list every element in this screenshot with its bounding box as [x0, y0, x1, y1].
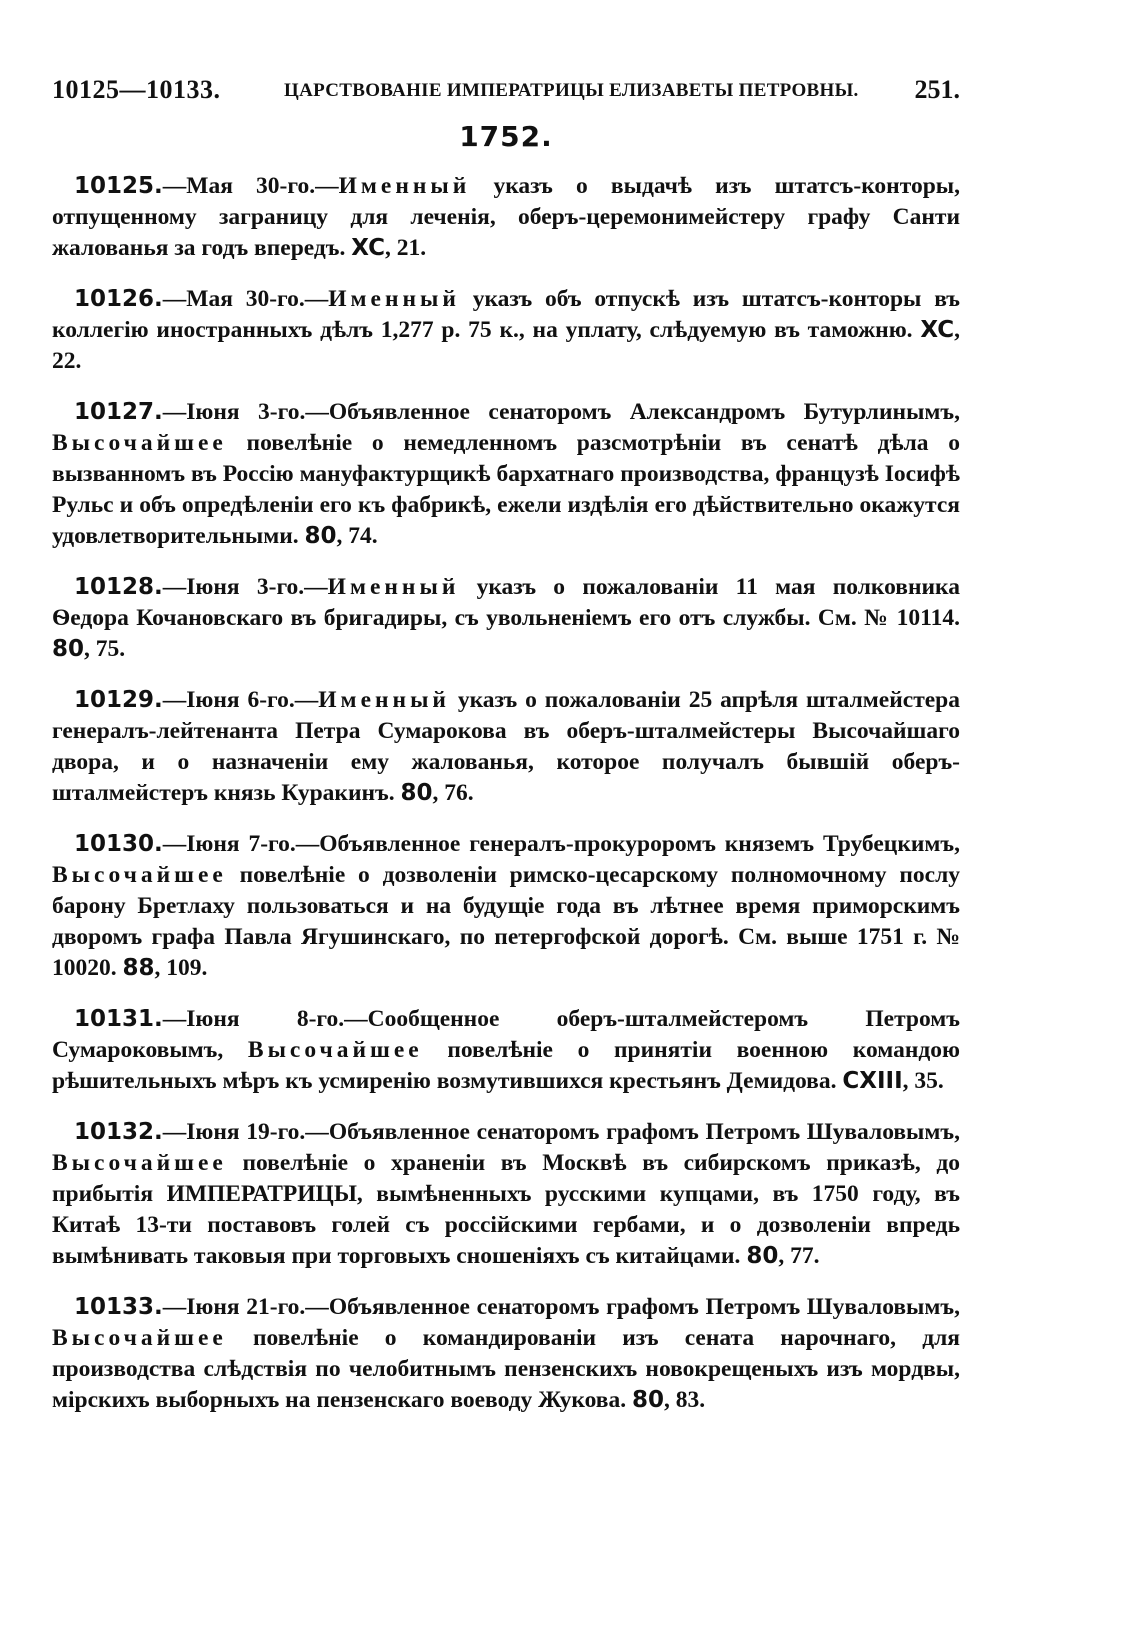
entry-date: —Іюня 3-го.— — [162, 399, 329, 425]
entry-10129 — [52, 685, 960, 809]
running-head — [52, 70, 960, 110]
entry-source-volume: XC — [351, 235, 386, 261]
entry-preamble: Сообщенное оберъ-шталмейстеромъ Петромъ Сумароковымъ, — [52, 1006, 960, 1063]
entry-number: 10125. — [74, 173, 163, 199]
entry-10132 — [52, 1117, 960, 1272]
entry-source-page: , 83. — [663, 1387, 706, 1413]
entry-spaced-word: Высочайшее — [52, 1325, 227, 1351]
entry-date: —Іюня 6-го.— — [162, 687, 319, 713]
entry-10128 — [52, 572, 960, 665]
entry-number: 10133. — [74, 1294, 163, 1320]
entry-number: 10126. — [74, 286, 163, 312]
entry-10127 — [52, 397, 960, 552]
entry-source-volume: 80 — [746, 1243, 779, 1269]
entry-spaced-word: Высочайшее — [52, 862, 227, 888]
entry-preamble: Объявленное сенаторомъ графомъ Петромъ Шуваловымъ, — [328, 1294, 960, 1320]
entry-text: повелѣніе о храненіи въ Москвѣ въ сибирскомъ приказѣ, до прибытія ИМПЕРАТРИЦЫ, вымѣненныхъ русскими купцами, въ 1750 году, въ Китаѣ 13-ти поставовъ голей съ россійскими гербами, и о дозволеніи впредь вымѣнивать таковыя при торговыхъ сношеніяхъ съ китайцами. — [52, 1150, 960, 1269]
year-heading: 1752. — [459, 120, 553, 153]
entry-spaced-word: Именный — [327, 574, 460, 600]
entry-source-volume: 88 — [122, 955, 155, 981]
entry-10133 — [52, 1292, 960, 1416]
entry-number: 10127. — [74, 399, 163, 425]
entry-number: 10130. — [74, 831, 163, 857]
entry-spaced-word: Высочайшее — [247, 1037, 423, 1063]
entry-10131 — [52, 1004, 960, 1097]
entry-10125 — [52, 171, 960, 264]
entry-date: —Іюня 7-го.— — [162, 831, 320, 857]
entry-source-volume: 80 — [304, 523, 337, 549]
entry-spaced-word: Именный — [338, 173, 471, 199]
entry-spaced-word: Именный — [318, 687, 450, 713]
entry-source-volume: 80 — [400, 780, 433, 806]
entry-text: повелѣніе о немедленномъ разсмотрѣніи въ сенатѣ дѣла о вызванномъ въ Россію мануфактурщикѣ бархатнаго производства, французѣ Іосифѣ Рульс и объ опредѣленіи его къ фабрикѣ, ежели издѣлія его дѣйствительно окажутся удовлетворительными. — [52, 430, 960, 549]
entry-source-page: , 22. — [52, 317, 960, 374]
entry-text: повелѣніе о дозволеніи римско-цесарскому полномочному послу барону Бретлаху пользоваться и на будущіе года въ лѣтнее время приморскимъ дворомъ графа Павла Ягушинскаго, по петергофской дорогѣ. См. выше 1751 г. № 10020. — [52, 862, 960, 981]
entry-number: 10128. — [74, 574, 163, 600]
entry-source-page: , 74. — [336, 523, 378, 549]
entry-text: повелѣніе о командированіи изъ сената нарочнаго, для производства слѣдствія по челобитнымъ пензенскихъ новокрещеныхъ изъ мордвы, мірскихъ выборныхъ на пензенскаго воеводу Жукова. — [52, 1325, 960, 1413]
entry-date: —Іюня 19-го.— — [162, 1119, 329, 1145]
entry-date: —Іюня 3-го.— — [162, 574, 328, 600]
entry-text: указъ объ отпускѣ изъ штатсъ-конторы въ коллегію иностранныхъ дѣлъ 1,277 р. 75 к., на уплату, слѣдуемую въ таможню. — [52, 286, 960, 343]
entry-source-page: , 109. — [154, 955, 208, 981]
entry-text: повелѣніе о принятіи военною командою рѣшительныхъ мѣръ къ усмиренію возмутившихся крестьянъ Демидова. — [52, 1037, 960, 1094]
entry-spaced-word: Высочайшее — [52, 1150, 227, 1176]
entry-number: 10132. — [74, 1119, 163, 1145]
entry-10126 — [52, 284, 960, 377]
entry-preamble: Объявленное генералъ-прокуроромъ княземъ Трубецкимъ, — [319, 831, 960, 857]
entry-date: —Мая 30-го.— — [162, 286, 329, 312]
entry-source-page: , 35. — [902, 1068, 944, 1094]
entry-preamble: Объявленное сенаторомъ графомъ Петромъ Шуваловымъ, — [328, 1119, 960, 1145]
entry-date: —Іюня 21-го.— — [162, 1294, 329, 1320]
entry-source-volume: XC — [920, 317, 955, 343]
entry-source-volume: CXIII — [842, 1068, 903, 1094]
entry-source-page: , 77. — [778, 1243, 820, 1269]
entry-date: —Мая 30-го.— — [162, 173, 339, 199]
entry-date: —Іюня 8-го.— — [162, 1006, 368, 1032]
entry-preamble: Объявленное сенаторомъ Александромъ Бутурлинымъ, — [328, 399, 960, 425]
entry-source-page: , 75. — [84, 636, 126, 662]
entry-text: указъ о выдачѣ изъ штатсъ-конторы, отпущенному заграницу для леченія, оберъ-церемонимейстеру графу Санти жалованья за годъ впередъ. — [52, 173, 960, 261]
entry-source-volume: 80 — [52, 636, 85, 662]
entry-spaced-word: Высочайшее — [52, 430, 227, 456]
document-page — [52, 70, 960, 1436]
page-number: 251. — [914, 75, 960, 104]
entry-text: указъ о пожалованіи 11 мая полковника Ѳедора Кочановскаго въ бригадиры, съ увольненіемъ его отъ службы. См. № 10114. — [52, 574, 960, 631]
entry-source-page: , 21. — [385, 235, 427, 261]
entry-text: указъ о пожалованіи 25 апрѣля шталмейстера генералъ-лейтенанта Петра Сумарокова въ оберъ-шталмейстеры Высочайшаго двора, и о назначеніи ему жалованья, которое получалъ бывшій оберъ-шталмейстеръ князь Куракинъ. — [52, 687, 960, 806]
entry-source-page: , 76. — [432, 780, 474, 806]
entry-range: 10125—10133. — [52, 75, 221, 104]
entry-number: 10129. — [74, 687, 163, 713]
entry-10130 — [52, 829, 960, 984]
reign-title: ЦАРСТВОВАНІЕ ИМПЕРАТРИЦЫ ЕЛИЗАВЕТЫ ПЕТРОВНЫ. — [284, 80, 859, 101]
entry-number: 10131. — [74, 1006, 163, 1032]
entry-spaced-word: Именный — [328, 286, 460, 312]
entry-source-volume: 80 — [631, 1387, 664, 1413]
